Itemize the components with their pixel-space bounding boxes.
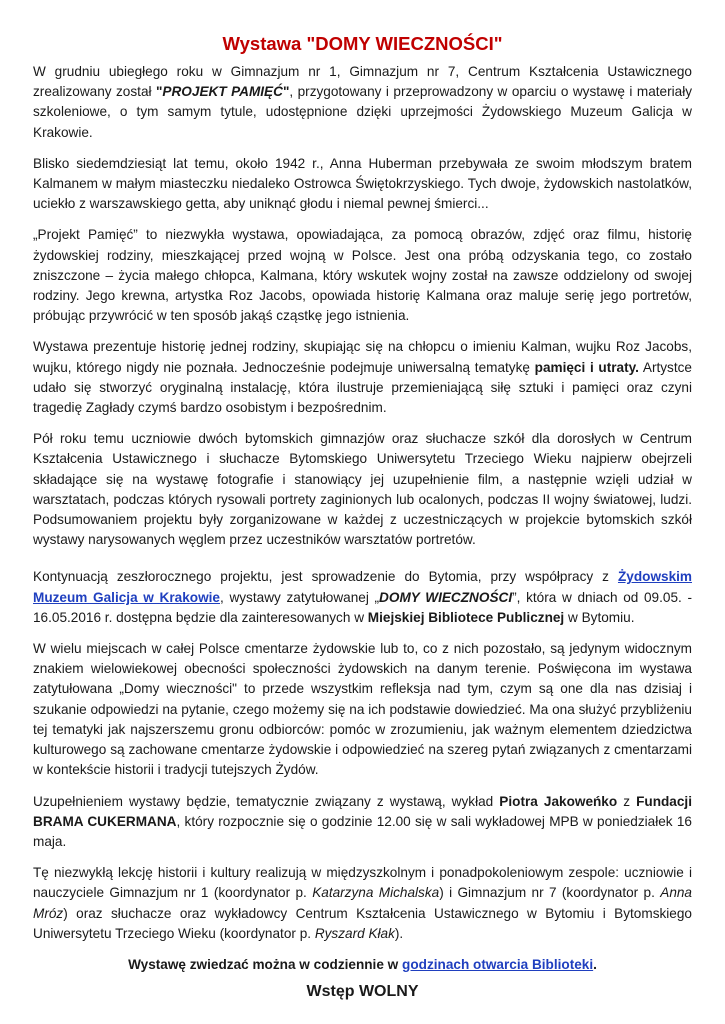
speaker-name: Piotra Jakoweńko — [499, 793, 618, 809]
free-entry: Wstęp WOLNY — [306, 983, 419, 1001]
text: Tę niezwykłą lekcję historii i kultury realizują w międzyszkolnym i ponadpokoleniowym zespole: uczniowie i nauczyciele Gimnazjum nr 1 (koordynator p. — [33, 865, 692, 901]
paragraph-intro — [33, 62, 692, 143]
text: . — [593, 956, 597, 972]
paragraph-workshops: Pół roku temu uczniowie dwóch bytomskich gimnazjów oraz słuchacze szkół dla dorosłych w Centrum Kształcenia Ustawicznego i słuchacze Bytomskiego Uniwersytetu Trzeciego Wieku najpierw obejrzeli składające się na wystawę fotografie i stanowiący jej uzupełnienie film, a następnie wzięli udział w warsztatach, podczas których rysowali portrety zaginionych lub ocalonych, podczas II wojny światowej, ludzi. Podsumowaniem projektu były zorganizowane w każdej z uczestniczących w projekcie bytomskich szkół wystawy narysowanych węglem przez uczestników warsztatów portretów. — [33, 431, 692, 548]
opening-hours-link[interactable]: godzinach otwarcia Biblioteki — [402, 956, 594, 972]
text: W grudniu ubiegłego roku w Gimnazjum nr 1, Gimnazjum nr 7, Centrum Kształcenia Ustawicznego zrealizowany został — [33, 64, 692, 100]
text: z — [617, 793, 637, 809]
text: Wystawa prezentuje historię jednej rodziny, skupiając się na chłopcu o imieniu Kalman, wujku Roz Jacobs, wujku, którego nigdy nie poznała. Jednocześnie podejmuje uniwersalną tematykę — [33, 339, 692, 375]
text: ) oraz słuchacze oraz wykładowcy Centrum Kształcenia Ustawicznego w Bytomiu i Bytomskiego Uniwersytetu Trzeciego Wieku (koordynator p. — [33, 905, 692, 941]
paragraph-team — [33, 863, 692, 944]
text: Kontynuacją zeszłorocznego projektu, jest sprowadzenie do Bytomia, przy współpracy z — [33, 569, 618, 585]
foundation-name: Fundacji BRAMA CUKERMANA — [33, 793, 692, 829]
quote-mark: " — [155, 84, 163, 100]
paragraph-project-description: „Projekt Pamięć” to niezwykła wystawa, opowiadająca, za pomocą obrazów, zdjęć oraz filmu, historię żydowskiej rodziny, mieszkającej przed wojną w Polsce. Jest ona próbą odzyskania tego, co zostało zniszczone – życia małego chłopca, Kalmana, który wskutek wojny został na zawsze oddzielony od swojej rodziny. Jego krewna, artystka Roz Jacobs, opowiada historię Kalmana oraz maluje serię jego portretów, próbując przywrócić w ten sposób jakąś cząstkę jego istnienia. — [33, 227, 692, 324]
paragraph-exhibition — [33, 337, 692, 418]
paragraph-history: Blisko siedemdziesiąt lat temu, około 1942 r., Anna Huberman przebywała ze swoim młodszym bratem Kalmanem w małym miasteczku niedaleko Ostrowca Świętokrzyskiego. Tych dwoje, żydowskich nastolatków, uciekło z warszawskiego getta, aby uniknąć głodu i niemal pewnej śmierci... — [33, 155, 692, 212]
visiting-info — [33, 955, 692, 975]
paragraph-cemeteries: W wielu miejscach w całej Polsce cmentarze żydowskie lub to, co z nich pozostało, są jedynym widocznym znakiem wielowiekowej obecności społeczności żydowskich na danym terenie. Poświęcona im wystawa zatytułowana „Domy wieczności" to przede wszystkim refleksja nad tym, czym są one dla nas dzisiaj i szukanie odpowiedzi na pytanie, czego możemy się na ich podstawie dowiedzieć. Ma ona służyć przybliżeniu tej tematyki jak najszerszemu gronu odbiorców: pomóc w zrozumieniu, jak ważnym elementem dziedzictwa kulturowego są zachowane cmentarze żydowskie i odpowiedzieć na szereg pytań związanych z cmentarzami w kontekście historii i tradycji tutejszych Żydów. — [33, 641, 692, 778]
text: ) i Gimnazjum nr 7 (koordynator p. — [439, 885, 661, 901]
paragraph-lecture — [33, 792, 692, 853]
coordinator-name: Ryszard Kłak — [314, 925, 395, 941]
text: ). — [394, 925, 404, 941]
coordinator-name: Anna Mróz — [33, 885, 692, 921]
paragraph-continuation — [33, 567, 692, 628]
text: , wystawy zatytułowanej „ — [220, 589, 380, 605]
text: Wystawę zwiedzać można w codziennie w — [128, 956, 403, 972]
text: , przygotowany i przeprowadzony w oparciu o wystawę i materiały szkoleniowe, o tym samym tytule, udostępnione dzięki uprzejmości Żydowskiego Muzeum Galicja w Krakowie. — [33, 84, 693, 140]
text: ”, która w dniach od 09.05. - 16.05.2016 r. dostępna będzie dla zainteresowanych w — [33, 589, 692, 625]
project-name: PROJEKT PAMIĘĆ — [162, 84, 283, 100]
text: , który rozpocznie się o godzinie 12.00 się w sali wykładowej MPB w poniedziałek 16 maja. — [33, 813, 692, 849]
library-name: Miejskiej Bibliotece Publicznej — [367, 609, 565, 625]
quote-mark: " — [282, 84, 290, 100]
text: Uzupełnieniem wystawy będzie, tematycznie związany z wystawą, wykład — [33, 793, 500, 809]
text: w Bytomiu. — [564, 609, 635, 625]
text: Artystce udało się stworzyć oryginalną instalację, która ilustruje przemieniającą siłę sztuki i pamięci oraz czyni tragedię Zagłady czymś bardzo osobistym i bezpośrednim. — [33, 359, 692, 416]
museum-link[interactable]: Żydowskim Muzeum Galicja w Krakowie — [33, 569, 692, 605]
coordinator-name: Katarzyna Michalska — [312, 885, 440, 901]
page-title: Wystawa "DOMY WIECZNOŚCI" — [222, 33, 503, 54]
emphasis: pamięci i utraty. — [534, 359, 639, 375]
exhibition-name: DOMY WIECZNOŚCI — [379, 589, 513, 605]
